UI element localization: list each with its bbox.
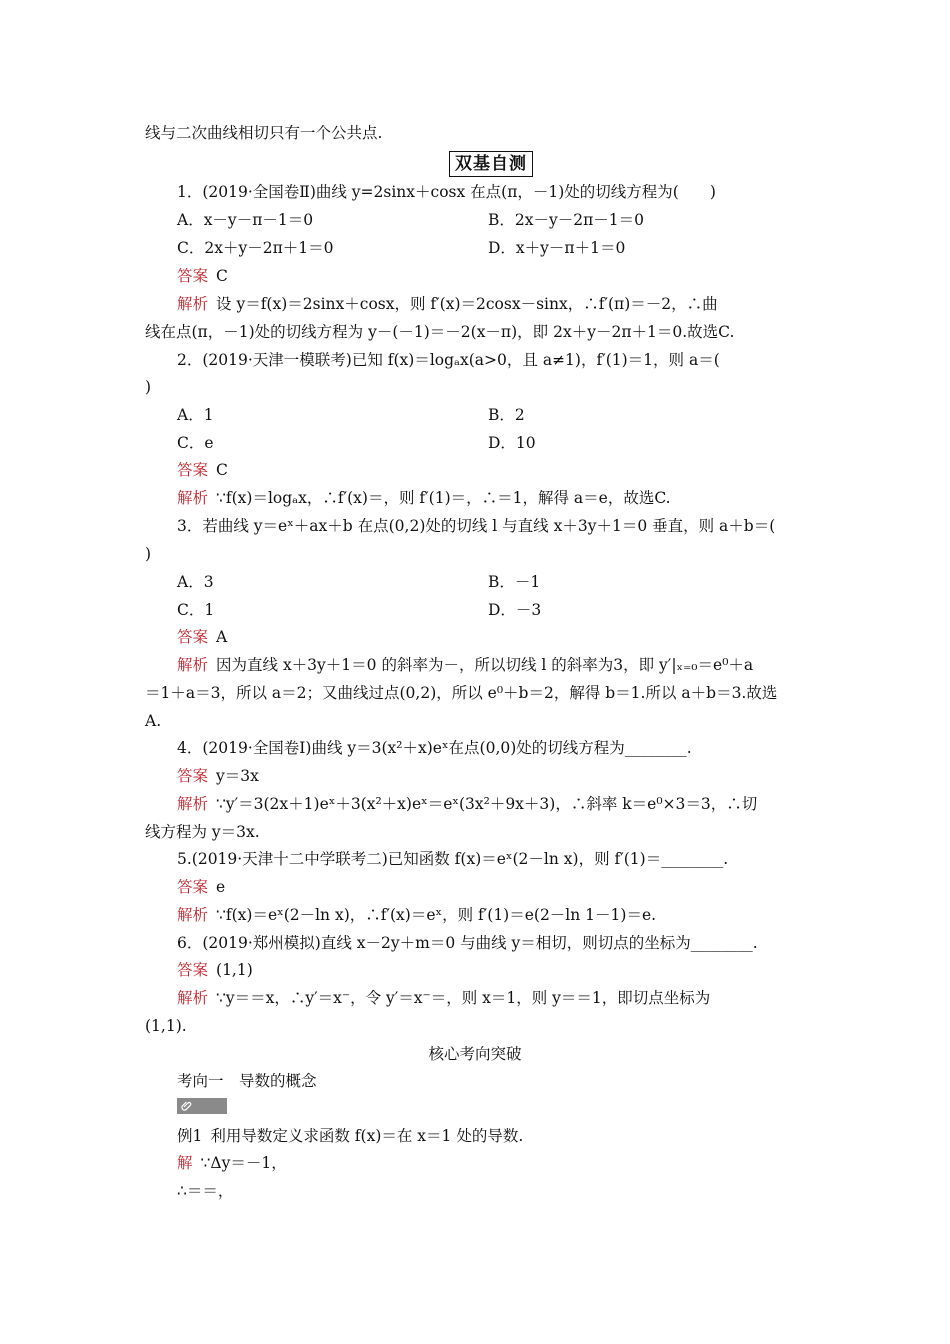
q3-analysis-row-1 (177, 655, 753, 675)
paperclip-icon (177, 1098, 227, 1114)
answer-label: 答案 (177, 767, 209, 785)
q3-option-a: A．3 (177, 573, 214, 591)
q5-answer-row (177, 877, 225, 897)
q3-stem-1: 3．若曲线 y＝eˣ＋ax＋b 在点(0,2)处的切线 l 与直线 x＋3y＋1＝0 垂直，则 a＋b＝( (177, 517, 776, 535)
analysis-label: 解析 (177, 489, 209, 507)
answer-label: 答案 (177, 267, 209, 285)
q3-analysis-1: 因为直线 x＋3y＋1＝0 的斜率为－，所以切线 l 的斜率为3，即 y′|ₓ₌₀＝e⁰＋a (216, 656, 754, 674)
q3-option-b: B．－1 (488, 573, 541, 591)
solution-row-1 (177, 1153, 287, 1173)
q6-answer-row (177, 960, 253, 980)
q5-stem: 5.(2019·天津十二中学联考二)已知函数 f(x)＝eˣ(2－ln x)，则 f′(1)＝________. (177, 850, 729, 868)
q5-analysis-1: ∵f(x)＝eˣ(2－ln x)，∴f′(x)＝eˣ，则 f′(1)＝e(2－ln 1－1)＝e. (216, 906, 657, 924)
analysis-label: 解析 (177, 989, 209, 1007)
q3-analysis-row-2: ＝1＋a＝3，所以 a＝2；又曲线过点(0,2)，所以 e⁰＋b＝2，解得 b＝1.所以 a＋b＝3.故选 (145, 684, 778, 702)
q2-answer-row (177, 460, 228, 480)
q2-option-d: D．10 (488, 434, 536, 452)
q2-stem-2: ) (145, 378, 152, 396)
q1-analysis-1: 设 y＝f(x)＝2sinx＋cosx，则 f′(x)＝2cosx－sinx，∴f′(π)＝－2，∴曲 (216, 295, 718, 313)
q2-option-a: A．1 (177, 406, 214, 424)
q5-analysis-row-1 (177, 905, 656, 925)
answer-label: 答案 (177, 961, 209, 979)
topic-title: 考向一 导数的概念 (177, 1072, 317, 1090)
q4-analysis-row-1 (177, 794, 757, 814)
q2-analysis-row-1 (177, 488, 671, 508)
solution-1: ∵Δy＝－1， (200, 1154, 287, 1172)
q3-answer: A (216, 628, 228, 646)
example-label: 例1 (177, 1127, 203, 1145)
q3-stem-2: ) (145, 545, 152, 563)
q1-option-d: D．x＋y－π＋1＝0 (488, 239, 626, 257)
q3-option-c: C．1 (177, 601, 215, 619)
q6-stem: 6．(2019·郑州模拟)直线 x－2y＋m＝0 与曲线 y＝相切，则切点的坐标为________. (177, 934, 758, 952)
answer-label: 答案 (177, 628, 209, 646)
answer-label: 答案 (177, 461, 209, 479)
analysis-label: 解析 (177, 906, 209, 924)
q5-answer: e (216, 878, 226, 896)
analysis-label: 解析 (177, 656, 209, 674)
example-row (177, 1126, 523, 1146)
q2-answer: C (216, 461, 228, 479)
q1-analysis-row-1 (177, 294, 718, 314)
q1-stem: 1．(2019·全国卷Ⅱ)曲线 y=2sinx＋cosx 在点(π，－1)处的切线方程为( ) (177, 183, 716, 201)
q2-analysis-1: ∵f(x)＝logₐx，∴f′(x)＝，则 f′(1)＝，∴＝1，解得 a＝e，故选C. (216, 489, 671, 507)
q3-answer-row (177, 627, 227, 647)
q2-stem-1: 2．(2019·天津一模联考)已知 f(x)＝logₐx(a>0，且 a≠1)，f′(1)＝1，则 a＝( (177, 351, 720, 369)
q1-option-a: A．x－y－π－1＝0 (177, 211, 314, 229)
answer-label: 答案 (177, 878, 209, 896)
example-text: 利用导数定义求函数 f(x)＝在 x＝1 处的导数. (210, 1127, 524, 1145)
q4-analysis-1: ∵y′＝3(2x＋1)eˣ＋3(x²＋x)eˣ＝eˣ(3x²＋9x＋3)，∴斜率 k＝e⁰×3＝3，∴切 (216, 795, 758, 813)
q6-analysis-row-2: (1,1). (145, 1017, 187, 1035)
q1-answer: C (216, 267, 228, 285)
q4-stem: 4．(2019·全国卷Ⅰ)曲线 y＝3(x²＋x)eˣ在点(0,0)处的切线方程为________. (177, 739, 692, 757)
analysis-label: 解析 (177, 295, 209, 313)
q4-answer: y＝3x (216, 767, 259, 785)
q1-analysis-row-2: 线在点(π，－1)处的切线方程为 y－(－1)＝－2(x－π)，即 2x＋y－2π＋1＝0.故选C. (145, 323, 735, 341)
q6-analysis-row-1 (177, 988, 710, 1008)
q1-option-c: C．2x＋y－2π＋1＝0 (177, 239, 334, 257)
q3-analysis-row-3: A. (145, 712, 162, 730)
section-box-title: 双基自测 (449, 151, 533, 177)
q3-option-d: D．－3 (488, 601, 542, 619)
intro-line: 线与二次曲线相切只有一个公共点. (145, 124, 383, 142)
analysis-label: 解析 (177, 795, 209, 813)
q2-option-b: B．2 (488, 406, 525, 424)
q1-answer-row (177, 266, 228, 286)
q1-option-b: B．2x－y－2π－1＝0 (488, 211, 645, 229)
q6-answer: (1,1) (216, 961, 253, 979)
q4-analysis-row-2: 线方程为 y＝3x. (145, 823, 260, 841)
q2-option-c: C．e (177, 434, 214, 452)
section-title: 核心考向突破 (428, 1045, 522, 1063)
q6-analysis-1: ∵y＝＝x，∴y′＝x⁻，令 y′＝x⁻＝，则 x＝1，则 y＝＝1，即切点坐标为 (216, 989, 711, 1007)
solution-label: 解 (177, 1154, 193, 1172)
solution-row-2: ∴＝＝， (177, 1182, 234, 1200)
q4-answer-row (177, 766, 259, 786)
